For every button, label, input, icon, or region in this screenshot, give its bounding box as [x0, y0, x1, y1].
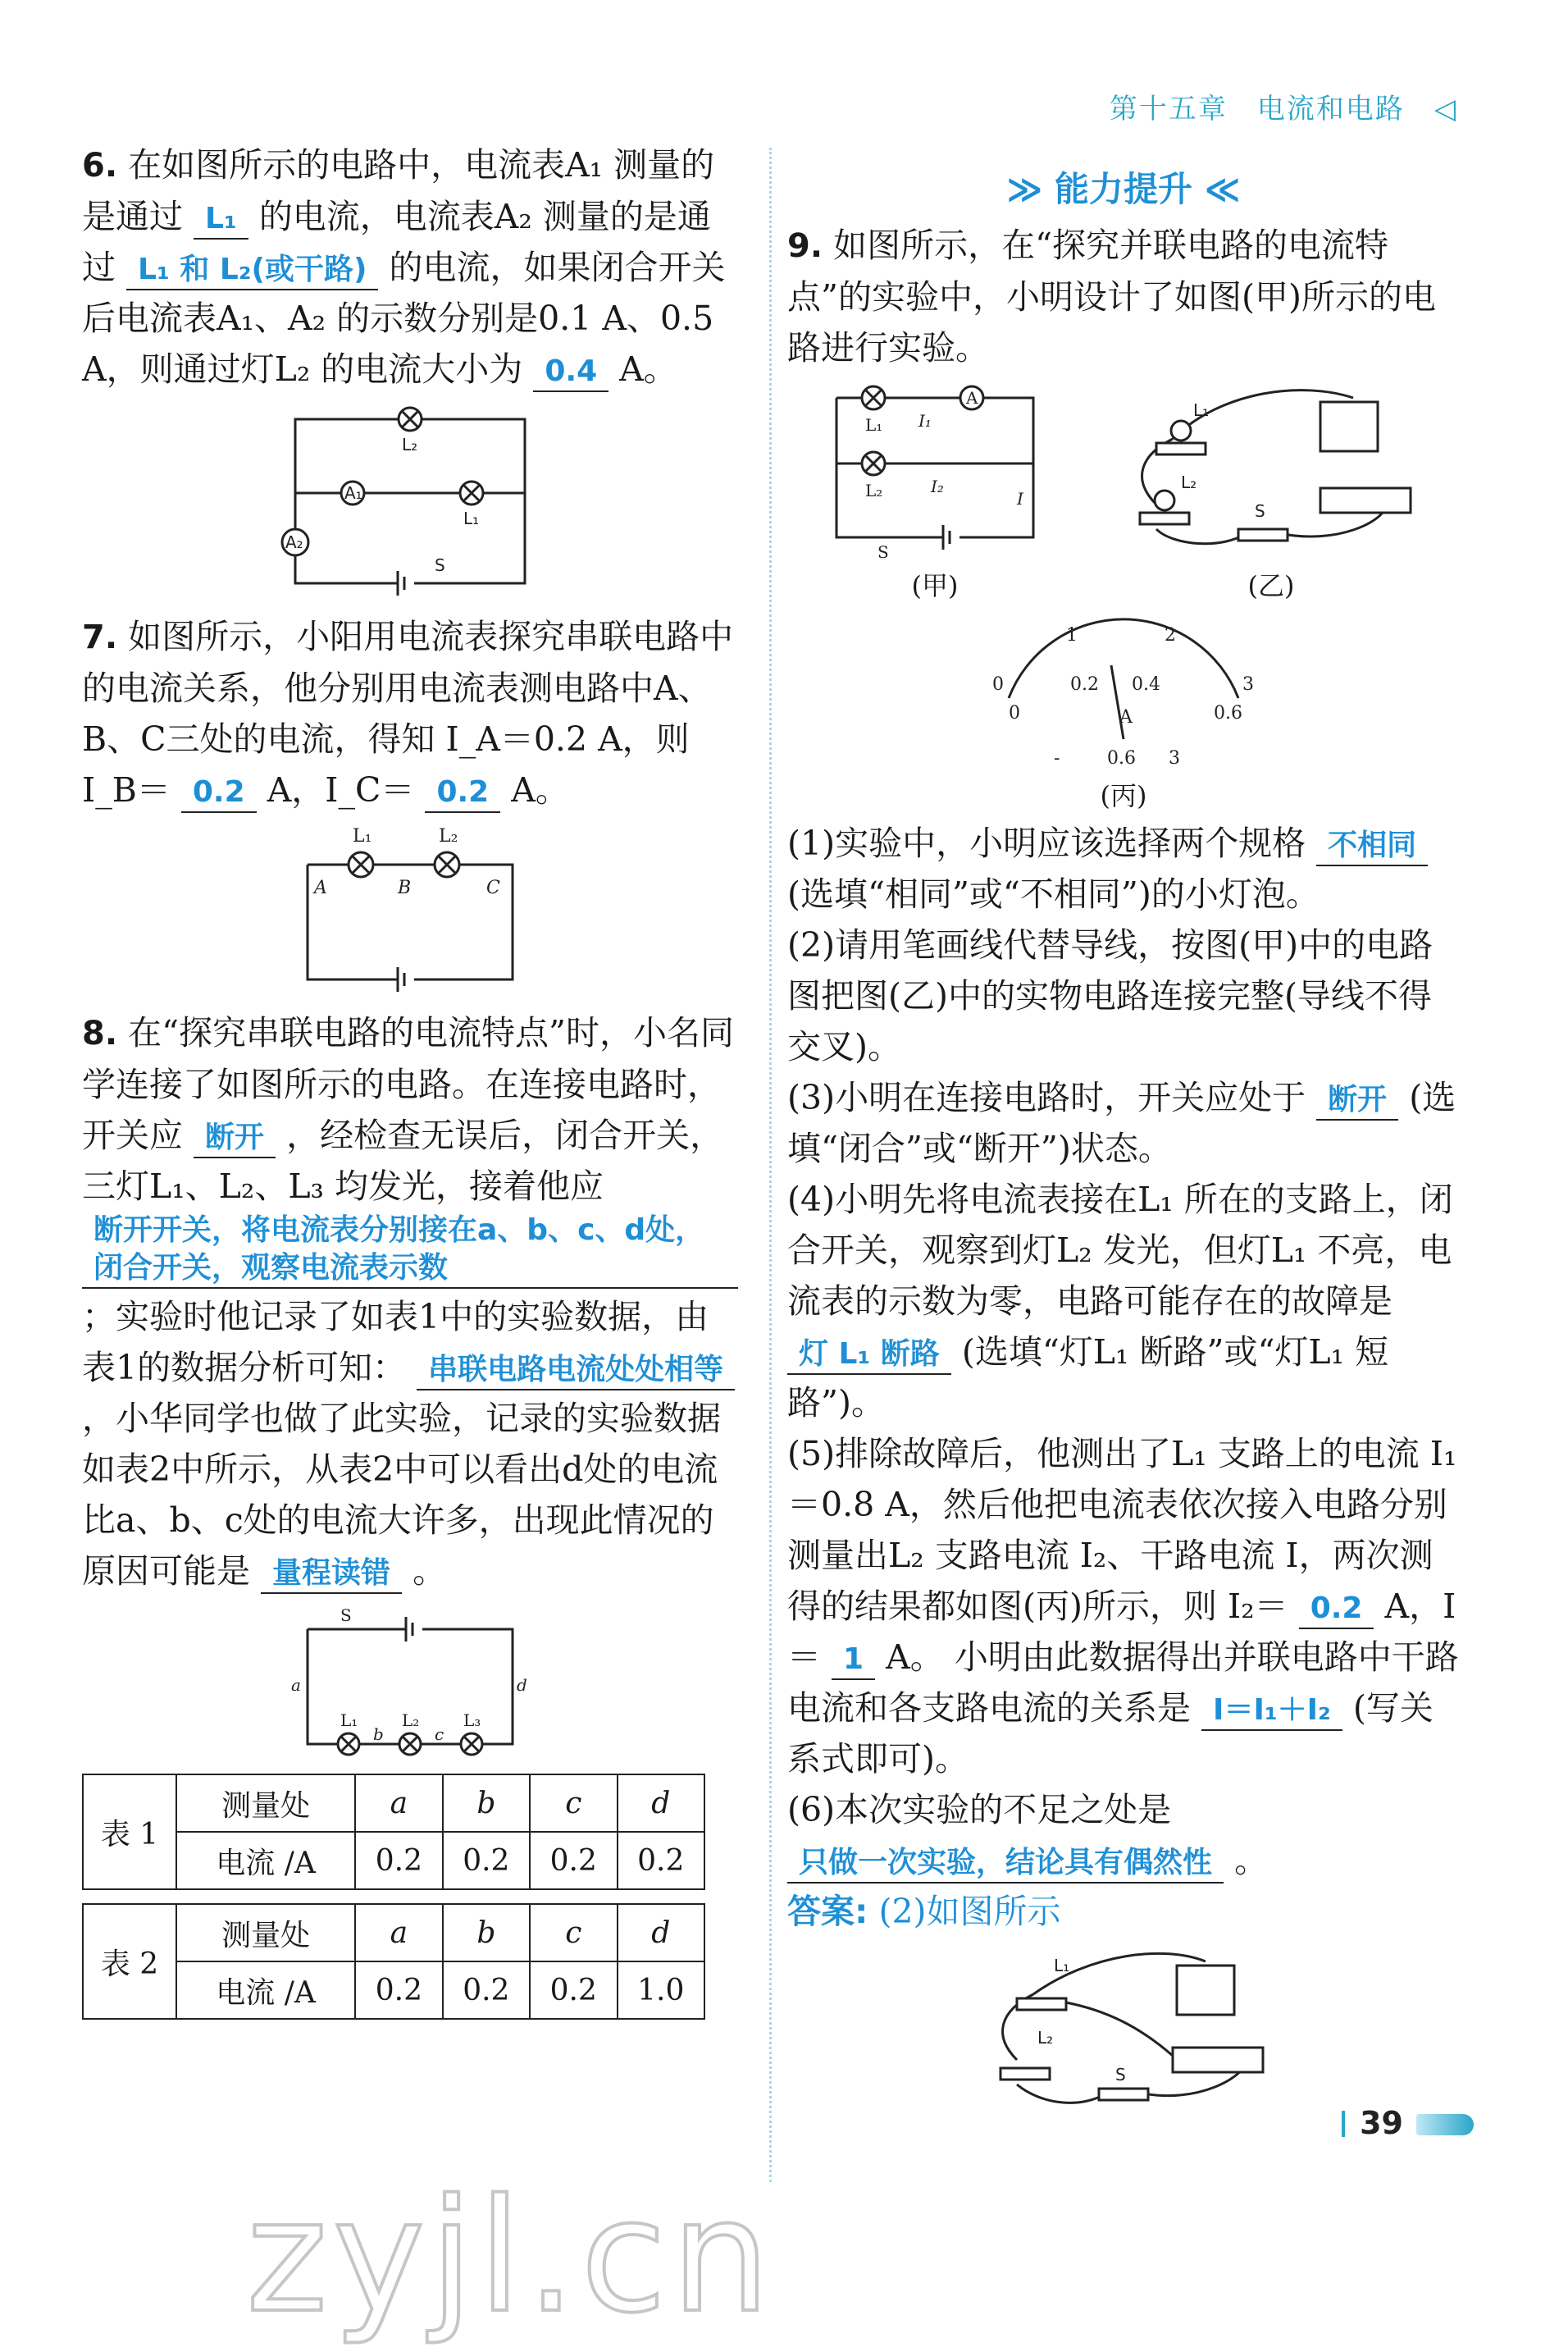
caption-jia: (甲) [911, 570, 959, 601]
q9-part6 [787, 1784, 1460, 1886]
svg-text:A₂: A₂ [285, 532, 303, 552]
q9-p5-answer2: 1 [832, 1641, 875, 1680]
table2-header-d: d [618, 1904, 705, 1961]
q9-part2: (2)请用笔画线代替导线，按图(甲)中的电路图把图(乙)中的实物电路连接完整(导线不得交叉)。 [787, 925, 1434, 1066]
q8-answer1: 断开 [194, 1119, 276, 1158]
svg-text:L₁: L₁ [1054, 1956, 1070, 1975]
q8-text5: 。 [413, 1551, 447, 1591]
svg-text:c: c [435, 1724, 444, 1744]
svg-text:L₂: L₂ [865, 481, 883, 500]
q9-p3-answer: 断开 [1316, 1081, 1398, 1121]
q8-text3: ；实验时他记录了如表1中的实验数据，由表1的数据分析可知： [82, 1297, 709, 1387]
page-number-text: 39 [1360, 2105, 1403, 2141]
answer-label: 答案: [787, 1892, 868, 1931]
svg-text:0.4: 0.4 [1132, 674, 1160, 695]
parallel-circuit-diagram [828, 381, 1042, 562]
table2-cell-a: 0.2 [355, 1961, 442, 2019]
q8-answer2: 断开开关，将电流表分别接在a、b、c、d处，闭合开关，观察电流表示数 [82, 1212, 738, 1289]
q9-part1 [787, 818, 1460, 920]
svg-text:S: S [435, 555, 445, 575]
svg-text:3: 3 [1242, 674, 1254, 695]
q9-p5-text5: (写关系式即可)。 [787, 1688, 1434, 1779]
q9-intro-text: 如图所示，在“探究并联电路的电流特点”的实验中，小明设计了如图(甲)所示的电路进行实验。 [787, 226, 1436, 368]
q9-p1-answer: 不相同 [1316, 827, 1428, 866]
svg-text:A: A [966, 388, 978, 408]
q9-intro [787, 220, 1460, 373]
figure-bing [787, 608, 1460, 813]
q7-text2: A，I_C＝ [267, 770, 415, 810]
physical-circuit-illustration [1124, 381, 1419, 562]
svg-text:B: B [398, 878, 412, 898]
q6-text1: 在如图所示的电路中，电流表A₁ 测量的是通过 [82, 145, 715, 236]
svg-text:2: 2 [1165, 625, 1176, 646]
figure-yi [1124, 381, 1419, 603]
q7-number: 7. [82, 619, 118, 656]
q7-text3: A。 [511, 770, 569, 810]
svg-text:0: 0 [1009, 703, 1020, 724]
chapter-header: 第十五章 电流和电路 ◁ [1109, 93, 1457, 126]
q8-number: 8. [82, 1015, 118, 1052]
svg-text:S: S [877, 542, 889, 562]
question-8 [82, 1007, 738, 1596]
q7-answer2: 0.2 [425, 774, 500, 813]
q9-p5-answer1: 0.2 [1299, 1590, 1374, 1629]
svg-text:L₂: L₂ [402, 1710, 420, 1730]
svg-text:C: C [486, 878, 500, 898]
figure-jia [828, 381, 1042, 603]
svg-text:d: d [517, 1675, 527, 1695]
table2-header-b: b [443, 1904, 530, 1961]
answer-circuit-illustration [976, 1945, 1271, 2109]
q9-part3 [787, 1072, 1460, 1174]
table2-cell-d: 1.0 [618, 1961, 705, 2019]
q9-p6-answer: 只做一次实验，结论具有偶然性 [787, 1844, 1224, 1884]
table1-cell-c: 0.2 [530, 1832, 617, 1889]
q9-part5 [787, 1428, 1460, 1784]
q6-answer2: L₁ 和 L₂(或干路) [126, 251, 378, 290]
svg-text:-: - [1054, 748, 1060, 769]
q9-p5-answer3: I＝I₁＋I₂ [1201, 1692, 1342, 1731]
page-number-bar [1342, 2111, 1345, 2137]
svg-text:L₂: L₂ [1181, 473, 1197, 492]
svg-text:I₂: I₂ [931, 477, 944, 496]
page-flag-decoration [1416, 2114, 1474, 2135]
q6-answer1: L₁ [194, 200, 248, 240]
q6-text3: 的电流，如果闭合开关后电流表A₁、A₂ 的示数分别是0.1 A、0.5 A，则通过灯L₂ 的电流大小为 [82, 248, 726, 389]
svg-text:I: I [1017, 489, 1023, 509]
answer-note [787, 1886, 1460, 1937]
q9-p6-text1: (6)本次实验的不足之处是 [787, 1790, 1172, 1829]
svg-text:S: S [1115, 2065, 1126, 2084]
caption-yi: (乙) [1247, 570, 1295, 601]
svg-text:0.6: 0.6 [1214, 703, 1242, 724]
svg-text:L₃: L₃ [463, 1710, 481, 1730]
svg-text:b: b [373, 1724, 384, 1744]
q9-figures-row [787, 381, 1460, 603]
q8-answer4: 量程读错 [261, 1555, 402, 1594]
q9-p5-text2: A，I＝ [787, 1587, 1456, 1677]
q8-text1: 在“探究串联电路的电流特点”时，小名同学连接了如图所示的电路。在连接电路时，开关应 [82, 1013, 734, 1155]
table1-header-c: c [530, 1774, 617, 1832]
table1-header-label: 测量处 [176, 1774, 355, 1832]
svg-text:L₁: L₁ [1193, 400, 1210, 420]
svg-text:A₁: A₁ [344, 483, 362, 503]
svg-text:L₁: L₁ [340, 1710, 358, 1730]
table2-header-label: 测量处 [176, 1904, 355, 1961]
table2-name: 表 2 [83, 1904, 176, 2019]
q9-p4-text1: (4)小明先将电流表接在L₁ 所在的支路上，闭合开关，观察到灯L₂ 发光，但灯L₁ 不亮，电流表的示数为零，电路可能存在的故障是 [787, 1180, 1453, 1321]
svg-text:L₂: L₂ [1037, 2028, 1054, 2048]
svg-text:S: S [1255, 501, 1265, 521]
q8-text2: ，经检查无误后，闭合开关，三灯L₁、L₂、L₃ 均发光，接着他应 [82, 1116, 724, 1206]
table1-cell-b: 0.2 [443, 1832, 530, 1889]
q9-p5-text4: 小明由此数据得出并联电路中干路电流和各支路电流的关系是 [787, 1637, 1459, 1728]
q7-text1: 如图所示，小阳用电流表探究串联电路中的电流关系，他分别用电流表测电路中A、B、C三处的电流，得知 I_A＝0.2 A，则 I_B＝ [82, 617, 734, 810]
watermark: zyjl.cn [246, 2166, 776, 2347]
table2-cell-c: 0.2 [530, 1961, 617, 2019]
svg-text:L₁: L₁ [353, 826, 372, 847]
q6-answer3: 0.4 [533, 353, 609, 392]
q9-p3-text2: (选填“闭合”或“断开”)状态。 [787, 1078, 1456, 1168]
page-number [1342, 2105, 1474, 2141]
svg-text:a: a [291, 1675, 301, 1695]
q9-p1-text2: (选填“相同”或“不相同”)的小灯泡。 [787, 874, 1320, 914]
table2-header-c: c [530, 1904, 617, 1961]
svg-text:0: 0 [992, 674, 1004, 695]
svg-text:A: A [1119, 707, 1133, 728]
data-table-1 [82, 1774, 705, 1890]
svg-text:S: S [340, 1605, 352, 1625]
section-title: ≫ 能力提升 ≪ [1006, 169, 1241, 209]
table1-name: 表 1 [83, 1774, 176, 1889]
q6-circuit-diagram [279, 403, 541, 600]
table2-header-a: a [355, 1904, 442, 1961]
table1-header-a: a [355, 1774, 442, 1832]
table1-cell-a: 0.2 [355, 1832, 442, 1889]
svg-text:L₂: L₂ [439, 826, 458, 847]
table1-header-d: d [618, 1774, 705, 1832]
q6-number: 6. [82, 147, 118, 185]
right-column [787, 148, 1460, 2117]
q9-p5-text1: (5)排除故障后，他测出了L₁ 支路上的电流 I₁＝0.8 A，然后他把电流表依次接入电路分别测量出L₂ 支路电流 I₂、干路电流 I，两次测得的结果都如图(丙)所示，则 I₂＝ [787, 1434, 1457, 1626]
q9-p4-answer: 灯 L₁ 断路 [787, 1336, 951, 1375]
svg-text:L₁: L₁ [865, 415, 883, 435]
table1-header-b: b [443, 1774, 530, 1832]
q6-text4: A。 [619, 349, 677, 389]
q9-p6-text2: 。 [1234, 1841, 1269, 1880]
data-table-2 [82, 1903, 705, 2020]
q6-text2: 的电流，电流表A₂ 测量的是通过 [82, 197, 711, 287]
table2-row-label: 电流 /A [176, 1961, 355, 2019]
svg-text:0.6: 0.6 [1107, 748, 1136, 769]
svg-text:A: A [314, 878, 327, 898]
q8-circuit-diagram [291, 1605, 529, 1760]
table1-cell-d: 0.2 [618, 1832, 705, 1889]
table1-row-label: 电流 /A [176, 1832, 355, 1889]
question-7 [82, 611, 738, 815]
question-6 [82, 139, 738, 395]
q9-p5-text3: A。 [886, 1637, 944, 1677]
svg-text:L₁: L₁ [463, 509, 480, 528]
q9-p4-text2: (选填“灯L₁ 断路”或“灯L₁ 短路”)。 [787, 1332, 1389, 1422]
svg-text:1: 1 [1066, 625, 1078, 646]
q7-circuit-diagram [299, 824, 521, 996]
ammeter-dial [976, 608, 1271, 772]
q8-text4: ，小华同学也做了此实验，记录的实验数据如表2中所示，从表2中可以看出d处的电流比a、b、c处的电流大许多，出现此情况的原因可能是 [82, 1399, 721, 1591]
q9-p1-text1: (1)实验中，小明应该选择两个规格 [787, 824, 1306, 863]
answer-text: (2)如图所示 [878, 1892, 1061, 1931]
caption-bing: (丙) [1100, 780, 1147, 811]
q9-p3-text1: (3)小明在连接电路时，开关应处于 [787, 1078, 1306, 1117]
q7-answer1: 0.2 [181, 774, 257, 813]
q9-number: 9. [787, 227, 823, 265]
q9-part4 [787, 1174, 1460, 1428]
svg-text:L₂: L₂ [402, 435, 418, 454]
svg-text:I₁: I₁ [918, 411, 932, 431]
svg-text:0.2: 0.2 [1070, 674, 1099, 695]
svg-text:3: 3 [1169, 748, 1180, 769]
left-column [82, 139, 738, 2020]
q8-answer3: 串联电路电流处处相等 [417, 1351, 735, 1390]
table2-cell-b: 0.2 [443, 1961, 530, 2019]
column-divider [769, 148, 772, 2182]
